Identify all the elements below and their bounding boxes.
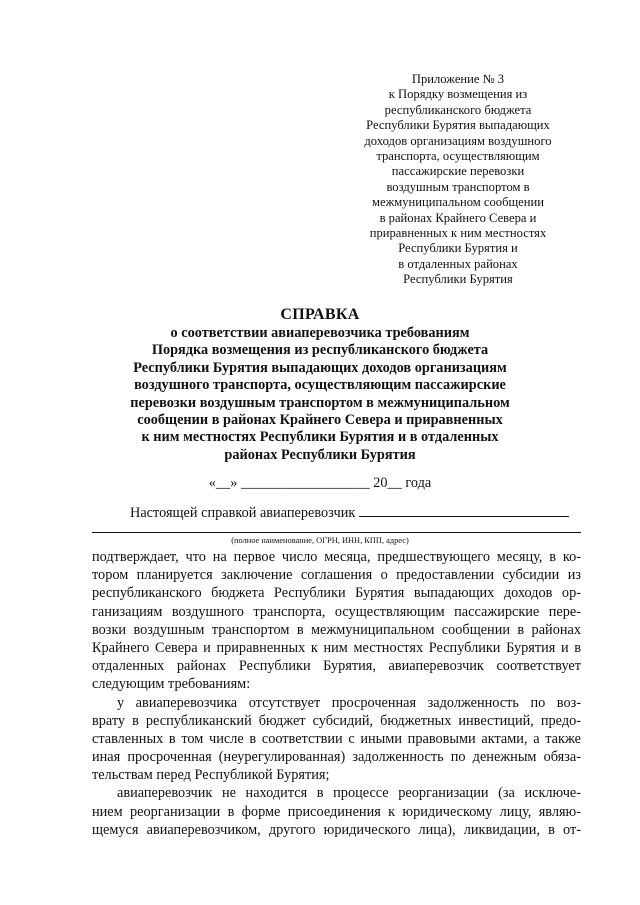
- date-day-blank: __: [215, 475, 231, 491]
- appendix-line: Республики Бурятия: [403, 272, 513, 287]
- appendix-line: в отдаленных районах: [398, 256, 518, 271]
- appendix-line: воздушным транспортом в: [386, 179, 530, 194]
- appendix-line: доходов организациям воздушного: [364, 133, 552, 148]
- date-year-blank: __: [387, 475, 402, 491]
- appendix-line: приравненных к ним местностях: [369, 226, 547, 241]
- body-line: следующим требованиям:: [92, 676, 251, 693]
- carrier-details-hint: (полное наименование, ОГРН, ИНН, КПП, адрес): [231, 536, 409, 545]
- document-subtitle: [100, 325, 540, 464]
- body-line: тельствам перед Республикой Бурятия;: [92, 767, 330, 784]
- subtitle-line: к ним местностях Республики Бурятия и в отдаленных: [141, 429, 499, 446]
- subtitle-line: районах Республики Бурятия: [224, 446, 416, 463]
- subtitle-line: Республики Бурятия выпадающих доходов организациям: [133, 359, 507, 376]
- body-line: авиаперевозчик не находится в процессе реорганизации (за исключе-: [117, 785, 581, 802]
- appendix-line: транспорта, осуществляющим: [376, 149, 540, 164]
- document-title: СПРАВКА: [280, 306, 360, 323]
- body-line: республиканского бюджета Республики Бурятия выпадающих доходов ор-: [92, 585, 581, 602]
- body-line: Крайнего Севера и приравненных к ним местностях Республики Бурятия и в: [92, 639, 581, 656]
- appendix-line: республиканского бюджета: [384, 102, 532, 117]
- body-line: у авиаперевозчика отсутствует просроченная задолженность по воз-: [117, 694, 581, 711]
- appendix-line: Республики Бурятия и: [398, 241, 518, 256]
- date-month-blank: __________________: [240, 475, 370, 491]
- appendix-line: в районах Крайнего Севера и: [379, 210, 537, 225]
- appendix-header: [340, 72, 576, 288]
- body-line: возки воздушным транспортом в межмуниципальном сообщении в районах: [92, 621, 581, 638]
- appendix-line: Приложение № 3: [411, 72, 505, 86]
- body-line: врату в республиканский бюджет субсидий, бюджетных инвестиций, предо-: [92, 712, 581, 729]
- body-line: щемуся авиаперевозчиком, другого юридического лица), ликвидации, в от-: [92, 821, 581, 838]
- body-line: ставленных в том числе в соответствии с иными правовыми актами, а также: [92, 730, 581, 747]
- body-line: тором планируется заключение соглашения о предоставлении субсидии из: [92, 567, 581, 584]
- subtitle-line: перевозки воздушным транспортом в межмуниципальном: [130, 394, 510, 411]
- carrier-details-blank: [92, 532, 581, 533]
- subtitle-line: Порядка возмещения из республиканского бюджета: [151, 342, 489, 359]
- appendix-line: к Порядку возмещения из: [388, 87, 528, 102]
- date-year-prefix: 20: [373, 475, 388, 491]
- date-close-quote: »: [230, 475, 238, 491]
- carrier-name-blank: [359, 502, 569, 517]
- subtitle-line: воздушного транспорта, осуществляющим пассажирские: [134, 377, 506, 394]
- body-line: нием реорганизации в форме присоединения к юридическому лицу, являю-: [92, 803, 581, 820]
- subtitle-line: о соответствии авиаперевозчика требованиям: [170, 325, 470, 341]
- body-line: иная просроченная (неурегулированная) задолженность по денежным обяза-: [92, 749, 581, 766]
- body-line: отдаленных районах Республики Бурятия, авиаперевозчик соответствует: [92, 658, 581, 675]
- document-title-block: [100, 305, 540, 464]
- carrier-line: [130, 502, 569, 522]
- body-line: ганизациям воздушного транспорта, осуществляющим пассажирские пере-: [92, 603, 581, 620]
- date-line: [0, 474, 640, 492]
- appendix-line: Республики Бурятия выпадающих: [366, 118, 550, 133]
- subtitle-line: сообщении в районах Крайнего Севера и приравненных: [137, 412, 503, 429]
- appendix-line: межмуниципальном сообщении: [372, 195, 544, 210]
- body-line: подтверждает, что на первое число месяца, предшествующего месяцу, в ко-: [92, 549, 581, 565]
- carrier-label: Настоящей справкой авиаперевозчик: [130, 505, 356, 521]
- date-open-quote: «: [208, 475, 216, 491]
- body-text: [92, 548, 581, 839]
- date-year-word: года: [405, 475, 432, 491]
- appendix-line: пассажирские перевозки: [391, 164, 525, 179]
